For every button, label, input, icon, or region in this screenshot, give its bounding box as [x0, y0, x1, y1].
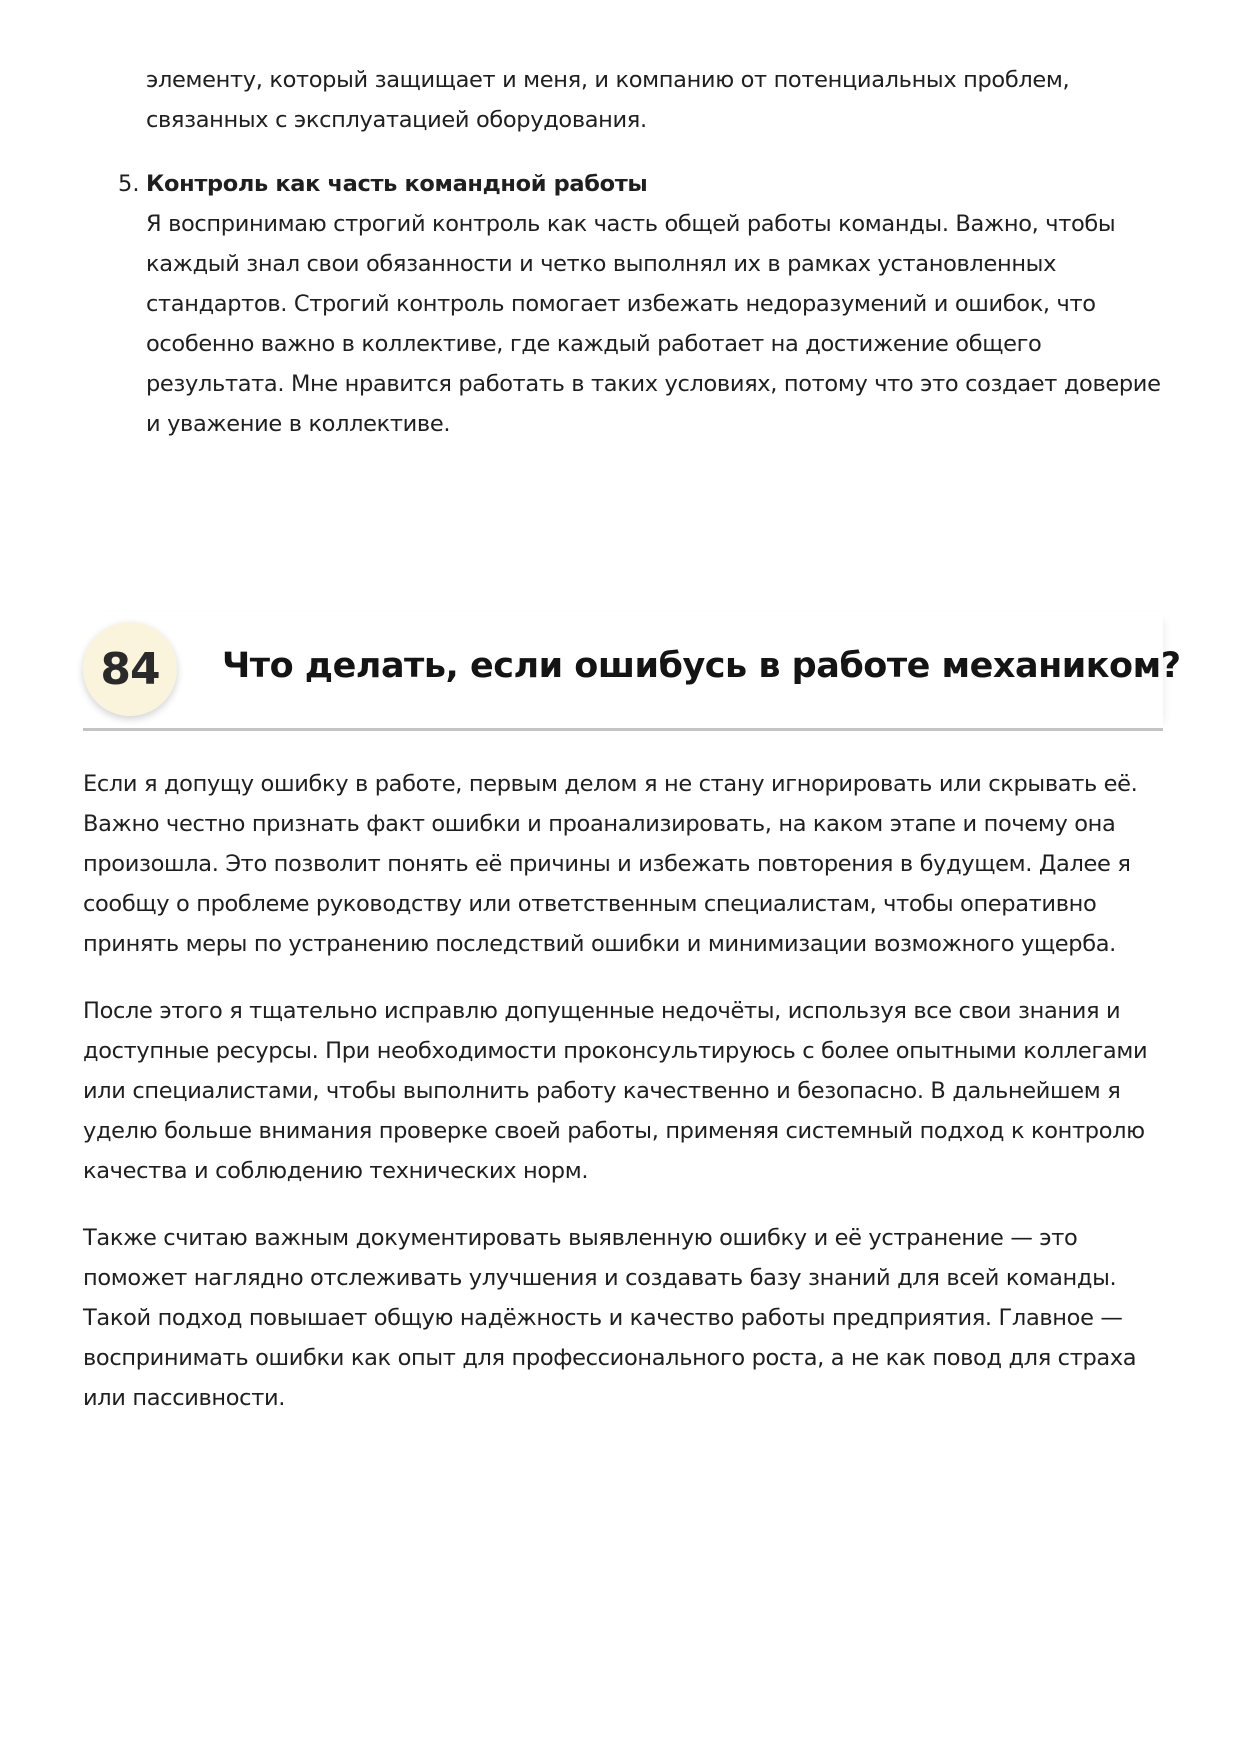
list-item-text: Я воспринимаю строгий контроль как часть общей работы команды. Важно, чтобы каждый знал свои обязанности и четко выполнял их в рамках установленных стандартов. Строгий контроль помогает избежать недоразумений и ошибок, что особенно важно в коллективе, где каждый работает на достижение общего результата. Мне нравится работать в таких условиях, потому что это создает доверие и уважение в коллективе. [146, 211, 1161, 437]
list-item-number: 5. [118, 171, 140, 197]
section-body [83, 764, 1173, 1445]
section-title: Что делать, если ошибусь в работе механиком? [222, 646, 1181, 686]
list-item-title: Контроль как часть командной работы [146, 171, 648, 197]
section-number-badge: 84 [83, 622, 177, 716]
section-header [83, 612, 1181, 731]
list-continuation-text: элементу, который защищает и меня, и компанию от потенциальных проблем, связанных с эксплуатацией оборудования. [146, 67, 1070, 133]
paragraph: После этого я тщательно исправлю допущенные недочёты, используя все свои знания и доступные ресурсы. При необходимости проконсультируюсь с более опытными коллегами или специалистами, чтобы выполнить работу качественно и безопасно. В дальнейшем я уделю больше внимания проверке своей работы, применяя системный подход к контролю качества и соблюдению технических норм. [83, 998, 1148, 1184]
paragraph: Если я допущу ошибку в работе, первым делом я не стану игнорировать или скрывать её. Важно честно признать факт ошибки и проанализировать, на каком этапе и почему она произошла. Это позволит понять её причины и избежать повторения в будущем. Далее я сообщу о проблеме руководству или ответственным специалистам, чтобы оперативно принять меры по устранению последствий ошибки и минимизации возможного ущерба. [83, 771, 1138, 957]
list-item [118, 164, 1176, 444]
paragraph: Также считаю важным документировать выявленную ошибку и её устранение — это поможет наглядно отслеживать улучшения и создавать базу знаний для всей команды. Такой подход повышает общую надёжность и качество работы предприятия. Главное — воспринимать ошибки как опыт для профессионального роста, а не как повод для страха или пассивности. [83, 1225, 1137, 1411]
